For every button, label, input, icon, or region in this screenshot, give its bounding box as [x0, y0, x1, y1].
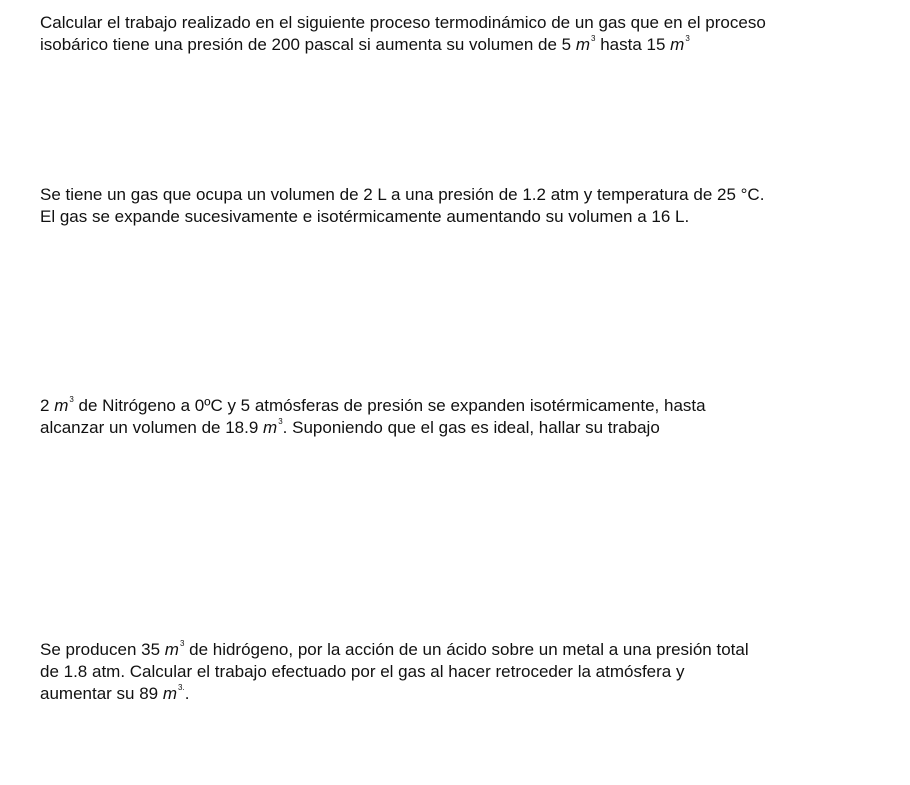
problem-4-line-1-end: de hidrógeno, por la acción de un ácido sobre un metal a una presión total	[184, 640, 749, 659]
exponent: 3	[685, 34, 690, 43]
exponent: 3	[591, 34, 596, 43]
problem-2-text	[40, 184, 880, 228]
problem-1-text	[40, 12, 880, 56]
unit-cubic-meter: m	[162, 684, 178, 703]
unit-cubic-meter: m	[575, 35, 591, 54]
problem-3-line-2-start: alcanzar un volumen de 18.9	[40, 418, 264, 437]
problem-4-line-1-start: Se producen 35	[40, 640, 165, 659]
problem-4-line-2: de 1.8 atm. Calcular el trabajo efectuado por el gas al hacer retroceder la atmósfera y	[40, 662, 685, 681]
exponent: 3	[69, 395, 74, 404]
problem-4-line-3-start: aumentar su 89	[40, 684, 163, 703]
problem-3-line-1-start: 2	[40, 396, 55, 415]
problem-1-line-2-mid: hasta 15	[595, 35, 671, 54]
problem-1-line-1: Calcular el trabajo realizado en el siguiente proceso termodinámico de un gas que en el proceso	[40, 13, 766, 32]
unit-cubic-meter: m	[670, 35, 685, 54]
problem-4-line-3-end: .	[184, 684, 190, 703]
problem-2-line-1: Se tiene un gas que ocupa un volumen de 2 L a una presión de 1.2 atm y temperatura de 25 °C.	[40, 185, 765, 204]
exponent: 3	[278, 417, 283, 426]
unit-cubic-meter: m	[54, 396, 69, 415]
problem-3-line-1-end: de Nitrógeno a 0ºC y 5 atmósferas de presión se expanden isotérmicamente, hasta	[73, 396, 706, 415]
problem-3-line-2-end: . Suponiendo que el gas es ideal, hallar su trabajo	[282, 418, 660, 437]
exponent: 3	[179, 639, 185, 648]
problem-3-text	[40, 395, 880, 439]
unit-cubic-meter: m	[263, 418, 278, 437]
exponent: 3.	[178, 683, 185, 692]
problem-4-text	[40, 639, 880, 705]
problem-1-line-2-start: isobárico tiene una presión de 200 pascal si aumenta su volumen de 5	[40, 35, 576, 54]
problem-2-line-2: El gas se expande sucesivamente e isotérmicamente aumentando su volumen a 16 L.	[40, 207, 690, 226]
unit-cubic-meter: m	[164, 640, 179, 659]
